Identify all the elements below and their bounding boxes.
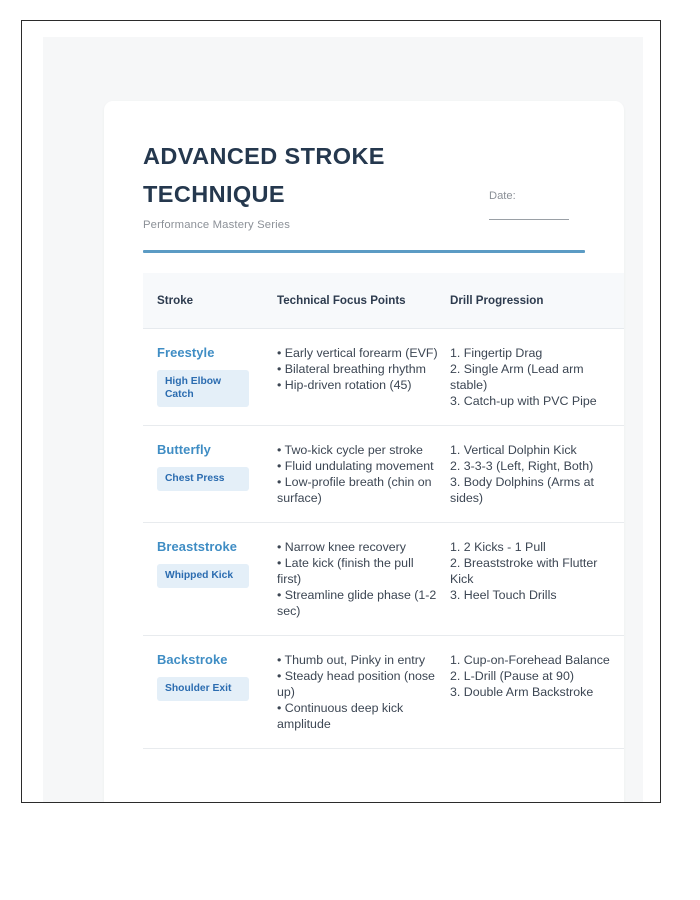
viewport-frame — [21, 20, 661, 803]
list-item: 2. L-Drill (Pause at 90) — [450, 669, 574, 684]
list-item: • Low-profile breath (chin on surface) — [277, 475, 432, 506]
list-item: • Narrow knee recovery — [277, 540, 406, 555]
cell-stroke — [143, 426, 277, 523]
cell-technical-focus-points-list — [277, 652, 440, 732]
date-label: Date: — [489, 190, 516, 202]
date-input-line[interactable] — [489, 218, 569, 220]
cell-drill-progression-list — [450, 345, 617, 409]
page-title: ADVANCED STROKE TECHNIQUE — [143, 143, 385, 208]
list-item: 2. Breaststroke with Flutter Kick — [450, 556, 598, 587]
date-field[interactable] — [489, 190, 575, 220]
document-card — [104, 101, 624, 803]
status-badge: Shoulder Exit — [157, 677, 249, 701]
table-header-row — [143, 273, 624, 329]
cell-drill-progression-list — [450, 652, 617, 700]
table-body — [143, 329, 624, 749]
cell-technical-focus-points-list — [277, 539, 440, 619]
list-item: • Late kick (finish the pull first) — [277, 556, 414, 587]
list-item: 3. Double Arm Backstroke — [450, 685, 594, 700]
list-item: • Fluid undulating movement — [277, 459, 434, 474]
cell-drill-progression — [450, 426, 624, 523]
list-item: • Bilateral breathing rhythm — [277, 362, 426, 377]
list-item: • Steady head position (nose up) — [277, 669, 435, 700]
cell-stroke — [143, 523, 277, 636]
page-backdrop — [43, 37, 643, 803]
cell-technical-focus-points — [277, 523, 450, 636]
list-item: 3. Catch-up with PVC Pipe — [450, 394, 597, 409]
cell-stroke — [143, 329, 277, 426]
stroke-name: Breaststroke — [157, 539, 238, 555]
list-item: 1. Fingertip Drag — [450, 346, 543, 361]
list-item: 2. Single Arm (Lead arm stable) — [450, 362, 584, 393]
document-subtitle: Performance Mastery Series — [143, 219, 291, 232]
list-item: 1. Cup-on-Forehead Balance — [450, 653, 610, 668]
stroke-name: Butterfly — [157, 442, 211, 458]
column-header-technical-focus-points: Technical Focus Points — [277, 273, 450, 329]
status-badge: Chest Press — [157, 467, 249, 491]
cell-technical-focus-points — [277, 426, 450, 523]
list-item: 2. 3-3-3 (Left, Right, Both) — [450, 459, 594, 474]
stroke-name: Freestyle — [157, 345, 215, 361]
list-item: 3. Heel Touch Drills — [450, 588, 557, 603]
table-row — [143, 523, 624, 636]
list-item: • Thumb out, Pinky in entry — [277, 653, 426, 668]
table-row — [143, 426, 624, 523]
cell-technical-focus-points-list — [277, 442, 440, 506]
list-item: • Two-kick cycle per stroke — [277, 443, 423, 458]
cell-technical-focus-points — [277, 329, 450, 426]
column-header-drill-progression: Drill Progression — [450, 273, 624, 329]
list-item: • Streamline glide phase (1-2 sec) — [277, 588, 437, 619]
list-item: 1. 2 Kicks - 1 Pull — [450, 540, 546, 555]
cell-drill-progression-list — [450, 539, 617, 603]
list-item: • Early vertical forearm (EVF) — [277, 346, 438, 361]
status-badge: High Elbow Catch — [157, 370, 249, 407]
list-item: 3. Body Dolphins (Arms at sides) — [450, 475, 594, 506]
list-item: • Hip-driven rotation (45) — [277, 378, 412, 393]
cell-stroke — [143, 636, 277, 749]
table-row — [143, 636, 624, 749]
table-row — [143, 329, 624, 426]
list-item: • Continuous deep kick amplitude — [277, 701, 404, 732]
header-accent-rule — [143, 250, 585, 253]
column-header-stroke: Stroke — [143, 273, 277, 329]
stroke-name: Backstroke — [157, 652, 228, 668]
cell-drill-progression — [450, 636, 624, 749]
status-badge: Whipped Kick — [157, 564, 249, 588]
cell-technical-focus-points-list — [277, 345, 440, 393]
list-item: 1. Vertical Dolphin Kick — [450, 443, 577, 458]
table-header — [143, 273, 624, 329]
cell-technical-focus-points — [277, 636, 450, 749]
cell-drill-progression — [450, 523, 624, 636]
document-header — [143, 137, 585, 231]
technique-table — [143, 273, 624, 749]
cell-drill-progression — [450, 329, 624, 426]
cell-drill-progression-list — [450, 442, 617, 506]
